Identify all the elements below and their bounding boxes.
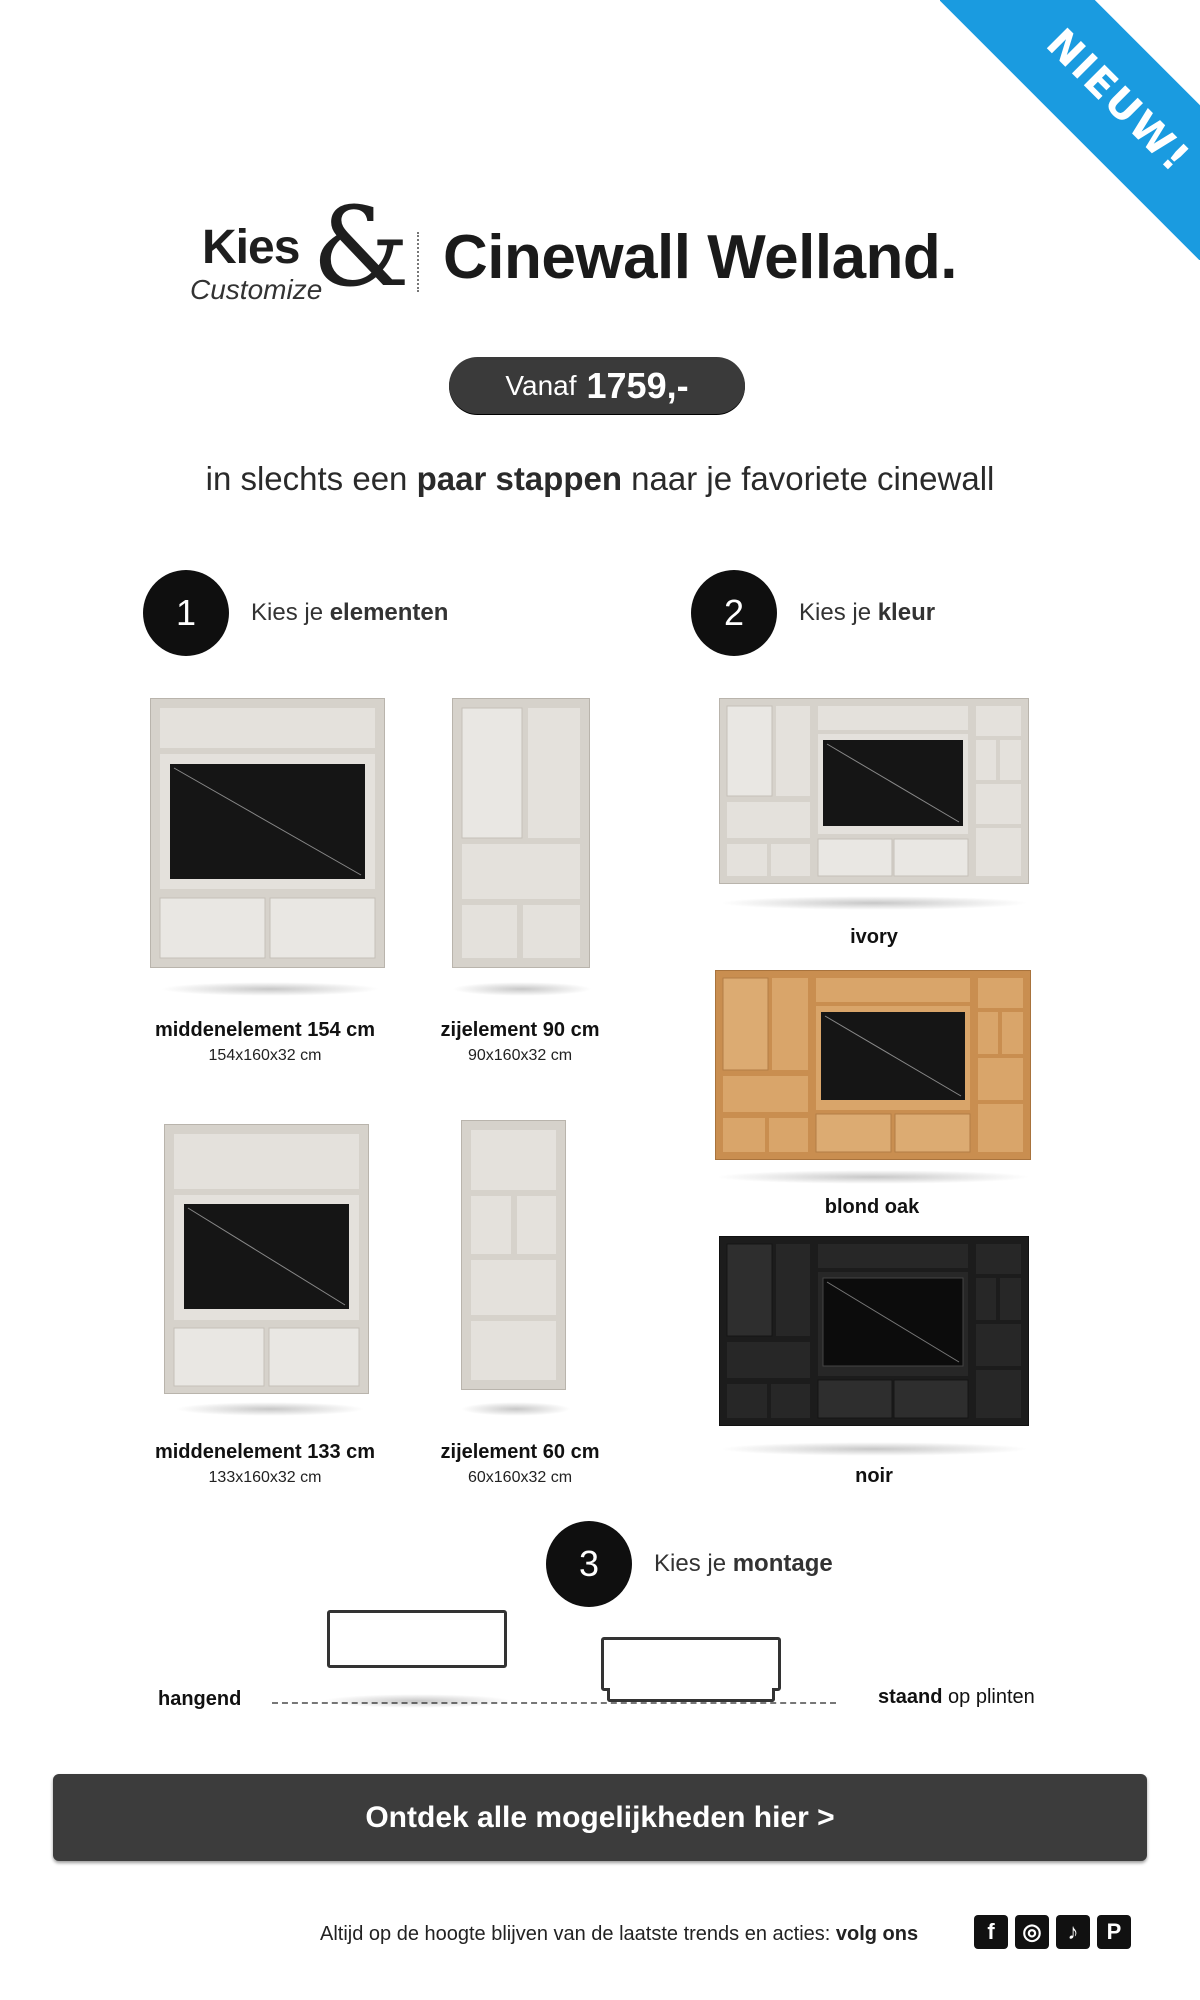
middenelement-133-image[interactable] — [164, 1124, 369, 1394]
pinterest-icon[interactable]: P — [1097, 1915, 1131, 1949]
step-1-heading — [143, 570, 448, 656]
price-badge — [449, 357, 745, 414]
element-4-name: zijelement 60 cm — [440, 1441, 600, 1463]
tagline — [0, 460, 1200, 498]
logo-ampersand: & — [312, 183, 410, 311]
tagline-part2: naar je favoriete cinewall — [622, 460, 995, 497]
step-3-label: Kies je montage — [654, 1550, 833, 1577]
step-1-label: Kies je elementen — [251, 599, 449, 626]
footer-text: Altijd op de hoogte blijven van de laatste trends en acties: volg ons — [320, 1923, 919, 1945]
cabinet-shadow — [719, 1442, 1029, 1456]
hanging-shadow — [322, 1694, 512, 1708]
cabinet-shadow — [160, 982, 380, 996]
element-3-name: middenelement 133 cm — [154, 1441, 376, 1463]
cabinet-shadow — [461, 1402, 571, 1416]
tagline-bold: paar stappen — [416, 460, 622, 497]
new-ribbon — [940, 0, 1200, 260]
element-2-name: zijelement 90 cm — [440, 1019, 600, 1041]
logo-subtitle: Customize — [190, 274, 323, 305]
cabinet-shadow — [452, 982, 592, 996]
cabinet-shadow — [715, 1170, 1031, 1184]
kies-customize-logo[interactable] — [190, 183, 410, 311]
step-3-number: 3 — [546, 1521, 632, 1607]
step-2-heading — [691, 570, 935, 656]
color-ivory-label: ivory — [850, 926, 898, 948]
color-blond-oak-image[interactable] — [715, 970, 1031, 1160]
middenelement-154-image[interactable] — [150, 698, 385, 968]
instagram-icon[interactable]: ◎ — [1015, 1915, 1049, 1949]
montage-hangend-label[interactable]: hangend — [158, 1688, 242, 1710]
logo-divider — [417, 232, 419, 292]
color-blond-oak-label: blond oak — [824, 1196, 920, 1218]
discover-all-label: Ontdek alle mogelijkheden hier > — [365, 1800, 835, 1834]
color-ivory-image[interactable] — [719, 698, 1029, 884]
step-2-number: 2 — [691, 570, 777, 656]
new-ribbon-label: NIEUW! — [1037, 20, 1199, 182]
element-2-dims: 90x160x32 cm — [467, 1047, 573, 1064]
discover-all-button[interactable] — [53, 1774, 1147, 1861]
step-2-label: Kies je kleur — [799, 599, 936, 626]
zijelement-60-image[interactable] — [461, 1120, 566, 1390]
logo-word: Kies — [202, 221, 300, 274]
tagline-part1: in slechts een — [205, 460, 417, 497]
plinth-icon — [607, 1688, 775, 1702]
color-noir-label: noir — [855, 1465, 893, 1487]
step-3-heading — [546, 1521, 833, 1607]
zijelement-90-image[interactable] — [452, 698, 590, 968]
element-1-name: middenelement 154 cm — [154, 1019, 376, 1041]
facebook-icon[interactable]: f — [974, 1915, 1008, 1949]
cabinet-shadow — [719, 896, 1029, 910]
step-1-number: 1 — [143, 570, 229, 656]
price-prefix: Vanaf — [505, 369, 577, 401]
tiktok-icon[interactable]: ♪ — [1056, 1915, 1090, 1949]
montage-staand-label[interactable]: staand op plinten — [878, 1686, 1035, 1708]
color-noir-image[interactable] — [719, 1236, 1029, 1426]
hanging-cabinet-icon — [327, 1610, 507, 1668]
price-value: 1759,- — [586, 364, 689, 406]
element-3-dims: 133x160x32 cm — [208, 1469, 322, 1486]
cabinet-shadow — [175, 1402, 365, 1416]
element-4-dims: 60x160x32 cm — [467, 1469, 573, 1486]
element-1-dims: 154x160x32 cm — [208, 1047, 322, 1064]
standing-cabinet-icon — [601, 1637, 781, 1691]
page-title: Cinewall Welland. — [443, 223, 958, 292]
